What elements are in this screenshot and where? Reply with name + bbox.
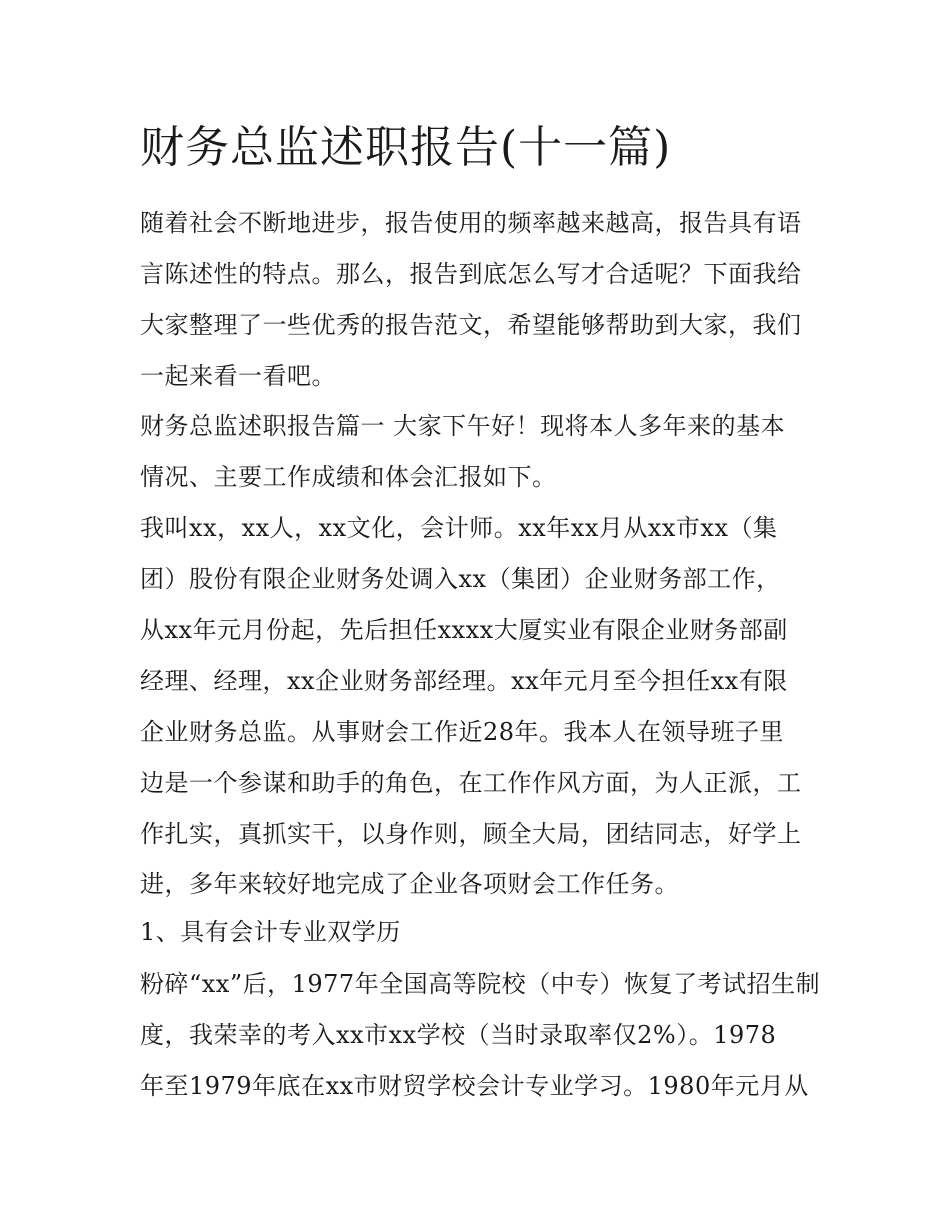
- text-line: 情况、主要工作成绩和体会汇报如下。: [140, 463, 557, 491]
- text-line: 团）股份有限企业财务处调入xx（集团）企业财务部工作，: [140, 565, 781, 593]
- text-line: 言陈述性的特点。那么，报告到底怎么写才合适呢？下面我给: [140, 260, 802, 288]
- text-line: 年至1979年底在xx市财贸学校会计专业学习。1980年元月从: [140, 1072, 809, 1100]
- text-line: 大家整理了一些优秀的报告范文，希望能够帮助到大家，我们: [140, 311, 802, 339]
- text-line: 边是一个参谋和助手的角色，在工作作风方面，为人正派，工: [140, 769, 802, 797]
- text-line: 一起来看一看吧。: [140, 362, 336, 390]
- text-line: 我叫xx，xx人，xx文化，会计师。xx年xx月从xx市xx（集: [140, 514, 778, 542]
- text-line: 进，多年来较好地完成了企业各项财会工作任务。: [140, 870, 679, 898]
- text-line: 企业财务总监。从事财会工作近28年。我本人在领导班子里: [140, 718, 785, 746]
- text-line: 财务总监述职报告篇一 大家下午好！现将本人多年来的基本: [140, 412, 786, 440]
- text-line: 从xx年元月份起，先后担任xxxx大厦实业有限企业财务部副: [140, 616, 788, 644]
- document-title: 财务总监述职报告(十一篇): [140, 122, 672, 173]
- text-line: 作扎实，真抓实干，以身作则，顾全大局，团结同志，好学上: [140, 820, 802, 848]
- text-line: 粉碎“xx”后，1977年全国高等院校（中专）恢复了考试招生制: [140, 970, 821, 998]
- text-line: 随着社会不断地进步，报告使用的频率越来越高，报告具有语: [140, 209, 802, 237]
- text-line: 经理、经理，xx企业财务部经理。xx年元月至今担任xx有限: [140, 667, 788, 695]
- text-line: 度，我荣幸的考入xx市xx学校（当时录取率仅2%）。1978: [140, 1021, 777, 1049]
- section-heading: 1、具有会计专业双学历: [140, 918, 401, 946]
